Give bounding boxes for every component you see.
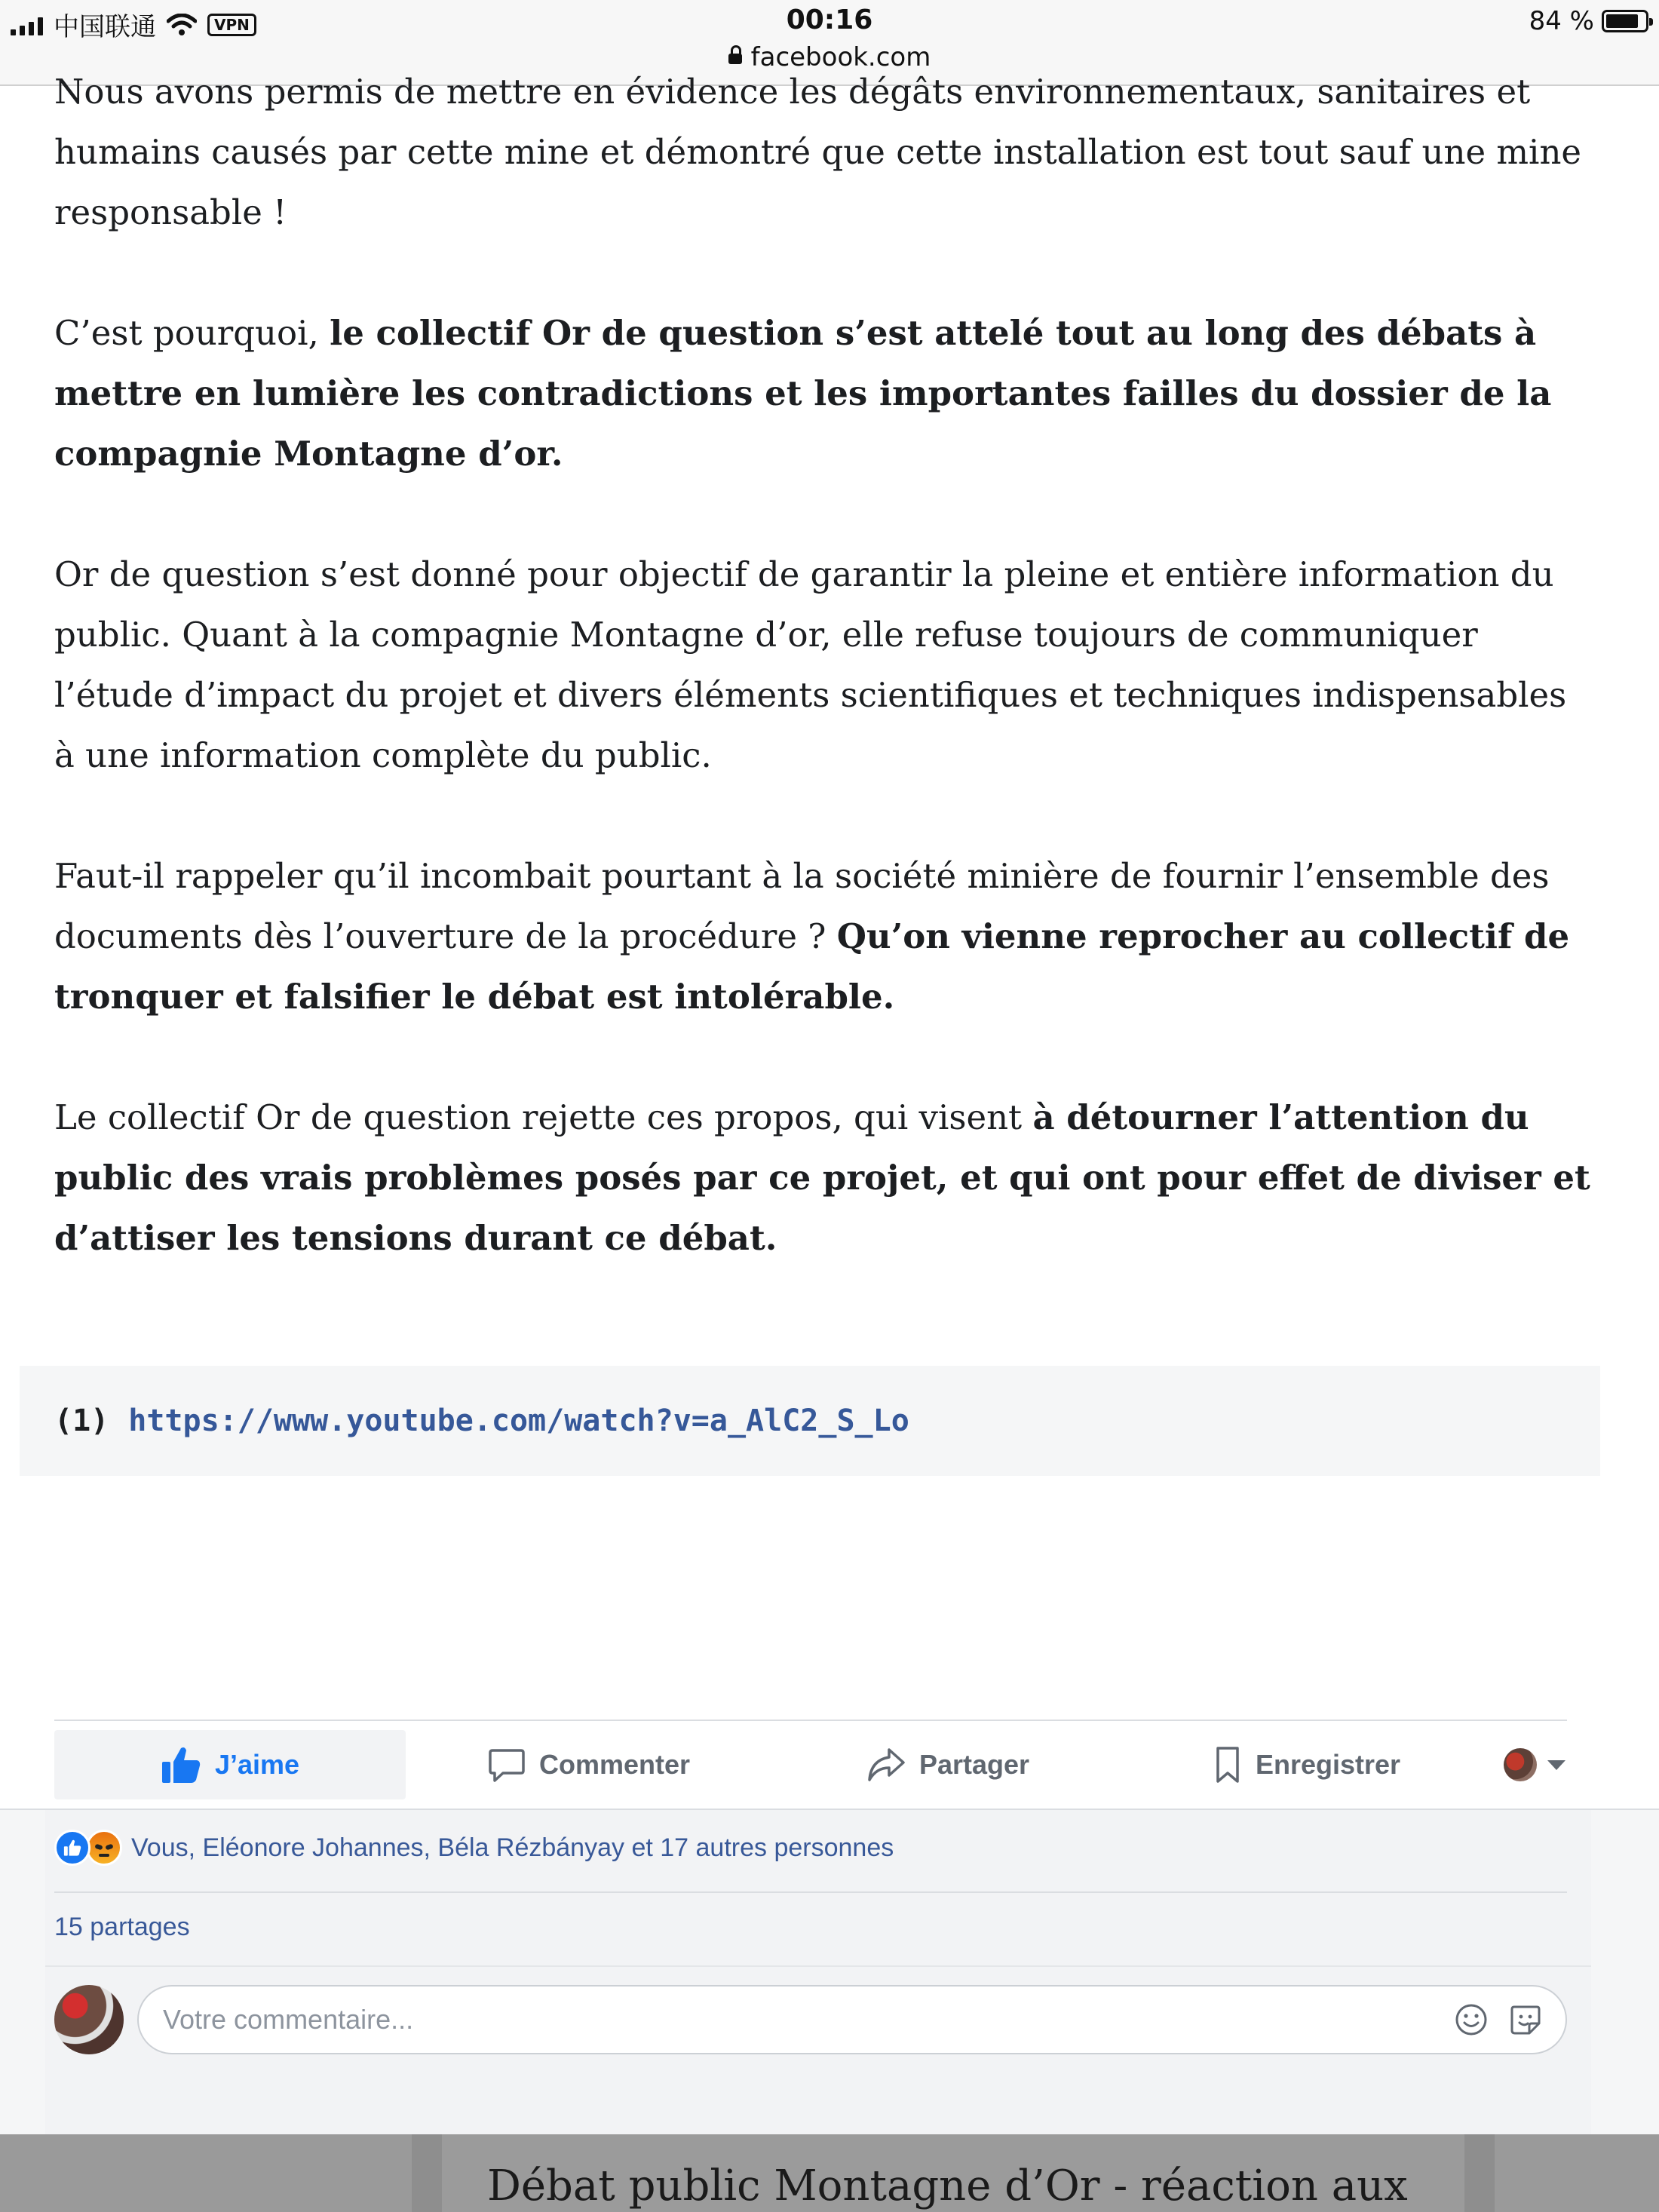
sticker-icon[interactable] [1508, 2002, 1543, 2037]
paragraph-5-bold: à détourner l’attention du public des vrais problèmes posés par ce projet, et qui ont pour effet de diviser et d’attiser les tensions durant ce débat. [54, 1097, 1590, 1258]
reactions-summary[interactable] [54, 1830, 894, 1866]
comment-label: Commenter [538, 1749, 691, 1780]
reaction-icons [54, 1830, 122, 1866]
shares-count[interactable]: 15 partages [54, 1913, 190, 1941]
paragraph-4 [54, 846, 1593, 1027]
share-button[interactable] [772, 1730, 1124, 1799]
paragraph-4-text: Faut-il rappeler qu’il incombait pourtant à la société minière de fournir l’ensemble des documents dès l’ouverture de la procédure ? [54, 856, 1550, 956]
avatar[interactable] [54, 1985, 124, 2054]
save-label: Enregistrer [1255, 1749, 1401, 1780]
thumbs-up-icon [161, 1745, 201, 1784]
paragraph-2-text: C’est pourquoi, [54, 313, 330, 353]
carrier-label: 中国联通 [54, 12, 156, 42]
bookmark-icon [1213, 1746, 1242, 1784]
audience-selector[interactable] [1483, 1730, 1565, 1799]
angry-reaction-icon [86, 1830, 122, 1866]
status-right [1529, 6, 1648, 36]
link-preview-title: Débat public Montagne d’Or - réaction aux [487, 2161, 1408, 2210]
like-reaction-icon [54, 1830, 90, 1866]
battery-fill [1606, 14, 1638, 28]
paragraph-5 [54, 1088, 1593, 1269]
link-preview-inner [442, 2134, 1464, 2212]
chevron-down-icon [1547, 1760, 1565, 1770]
action-bar [54, 1730, 1567, 1799]
paragraph-3: Or de question s’est donné pour objectif de garantir la pleine et entière information du public. Quant à la compagnie Montagne d’or, elle refuse toujours de communiquer l’étude d’impact du projet et divers éléments scientifiques et techniques indispensables à une information complète du public. [54, 554, 1567, 775]
battery-icon [1602, 10, 1648, 32]
article-body [54, 74, 1593, 1329]
mini-avatar [1504, 1748, 1537, 1781]
comment-composer [54, 1983, 1567, 2056]
vpn-badge: VPN [207, 14, 256, 36]
paragraph-5-text: Le collectif Or de question rejette ces propos, qui visent [54, 1097, 1033, 1137]
reactions-text: Vous, Eléonore Johannes, Béla Rézbányay et 17 autres personnes [131, 1833, 894, 1862]
footnote-number: (1) [54, 1404, 109, 1438]
battery-percent: 84 % [1529, 6, 1594, 36]
paragraph-1: Nous avons permis de mettre en évidence les dégâts environnementaux, sanitaires et humains causés par cette mine et démontré que cette installation est tout sauf une mine responsable ! [54, 72, 1582, 232]
feedback-area [0, 1809, 1659, 2134]
comment-icon [488, 1746, 526, 1784]
paragraph-2-bold: le collectif Or de question s’est attelé tout au long des débats à mettre en lumière les contradictions et les importantes failles du dossier de la compagnie Montagne d’or. [54, 313, 1552, 474]
action-divider [54, 1720, 1567, 1721]
share-label: Partager [918, 1749, 1030, 1780]
footnote-block [20, 1366, 1600, 1476]
comment-input[interactable] [161, 2003, 1434, 2036]
url-text: facebook.com [750, 42, 931, 72]
footnote-link[interactable]: https://www.youtube.com/watch?v=a_AlC2_S_Lo [128, 1404, 909, 1438]
comment-divider [45, 1965, 1591, 1967]
paragraph-2 [54, 303, 1593, 484]
reactions-divider [54, 1891, 1567, 1893]
emoji-icon[interactable] [1454, 2002, 1489, 2037]
save-button[interactable] [1131, 1730, 1483, 1799]
comment-box[interactable] [137, 1985, 1567, 2054]
like-label: J’aime [214, 1749, 300, 1780]
clock: 00:16 [786, 5, 873, 35]
like-button[interactable] [54, 1730, 406, 1799]
paragraph-4-bold: Qu’on vienne reprocher au collectif de tronquer et falsifier le débat est intolérable. [54, 916, 1570, 1017]
share-icon [866, 1747, 906, 1783]
comment-button[interactable] [413, 1730, 765, 1799]
